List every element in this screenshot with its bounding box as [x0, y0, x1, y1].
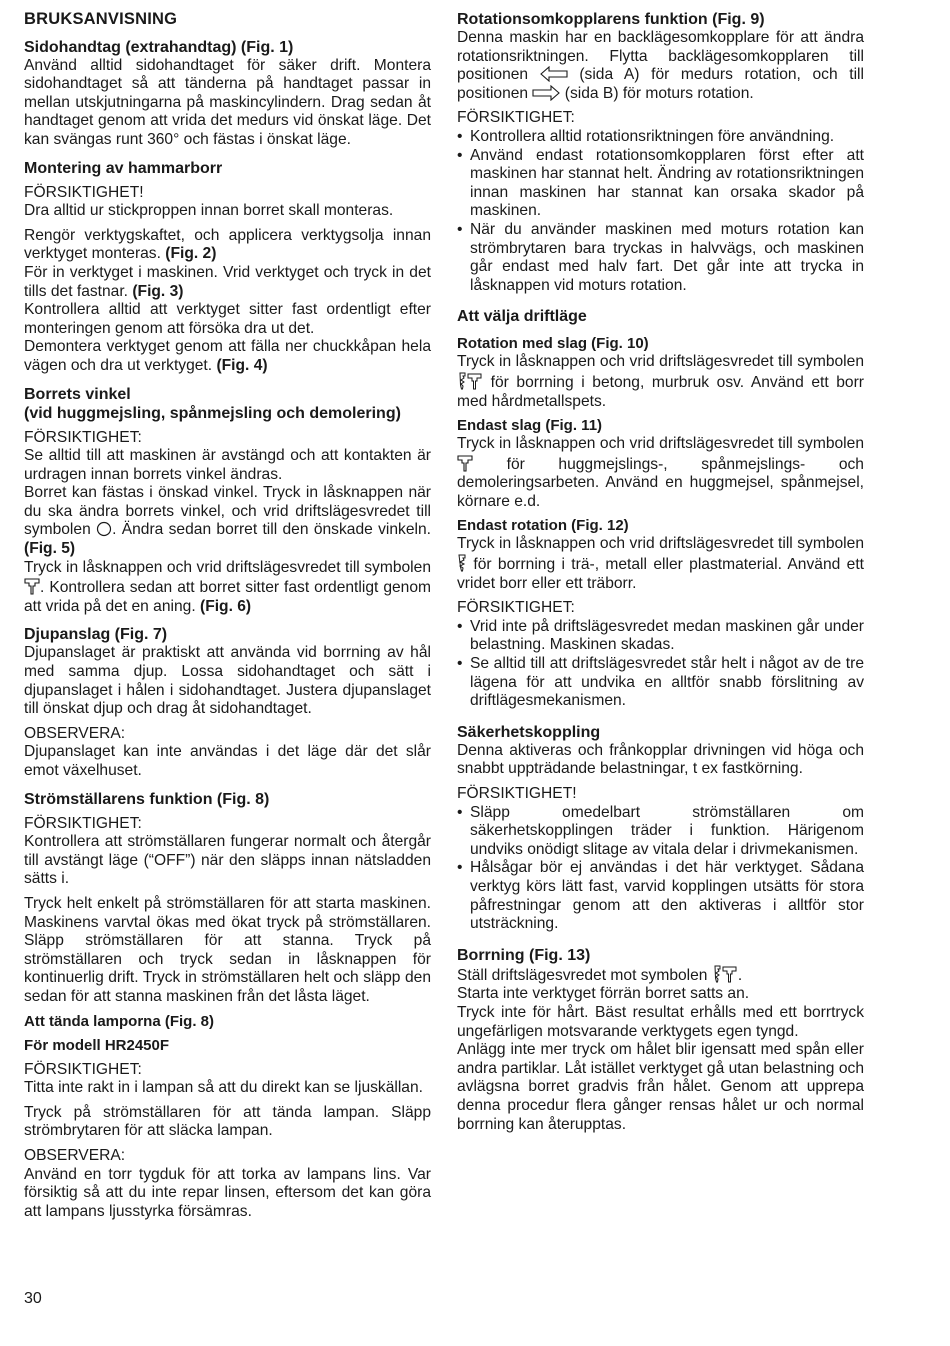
right-column — [457, 10, 864, 1134]
section-heading-torque-limiter: Säkerhetskoppling — [457, 723, 601, 741]
page-number: 30 — [24, 1290, 42, 1307]
caution-label: FÖRSIKTIGHET: — [24, 428, 142, 446]
hammering-only-text: Tryck in låsknappen och vrid driftslägesvredet till symbolen för huggmejslings-, spånmejslings- och demoleringsarbeten. Använd en huggmejsel, spånmejsel, körnare e.d. — [457, 435, 864, 510]
mounting-text-5: Demontera verktyget genom att fälla ner chuckkåpan hela vägen och dra ut verktyget. (Fig. 4) — [24, 338, 431, 374]
bit-angle-text-2: Borret kan fästas i önskad vinkel. Tryck in låsknappen när du ska ändra borrets vinkel, och vrid driftslägesvredet till symbolen . Ändra sedan borret till den önskade vinkeln. (Fig. 5) — [24, 484, 431, 558]
torque-limiter-text: Denna aktiveras och frånkopplar drivningen vid höga och snabbt uppträdande belastningar, t ex fastkörning. — [457, 741, 864, 778]
reversing-caution-list — [457, 128, 864, 295]
note-label: OBSERVERA: — [24, 1146, 126, 1164]
section-heading-lamp: Att tända lamporna (Fig. 8) — [24, 1012, 215, 1030]
drill-hammer-icon — [457, 372, 483, 390]
list-item: • Kontrollera alltid rotationsriktningen före användning. — [457, 128, 864, 147]
switch-text-1: Kontrollera att strömställaren fungerar normalt och återgår till avstängt läge (“OFF”) när den släpps innan nätsladden sätts i. — [24, 833, 431, 888]
section-heading-mounting: Montering av hammarborr — [24, 159, 223, 177]
drill-hammer-icon — [712, 965, 738, 983]
torque-limiter-caution-list — [457, 804, 864, 934]
section-heading-bit-angle-sub: (vid huggmejsling, spånmejsling och demolering) — [24, 404, 401, 422]
lamp-text-2: Tryck på strömställaren för att tända lampan. Släpp strömbrytaren för att släcka lampan. — [24, 1103, 431, 1140]
fig-ref: (Fig. 2) — [165, 245, 217, 263]
switch-text-2: Tryck helt enkelt på strömställaren för att starta maskinen. Maskinens varvtal ökas med ökat tryck på strömställaren. Släpp strömställaren för att stanna. Tryck på strömställaren och tryck sedan in låsknappen för kontinuerlig drift. Tryck in strömställaren helt och släpp den sedan för att stanna maskinen från det låsta läget. — [24, 894, 431, 1005]
fig-ref: (Fig. 4) — [216, 356, 268, 374]
section-heading-drilling: Borrning (Fig. 13) — [457, 946, 591, 964]
mounting-text-4: Kontrollera alltid att verktyget sitter fast ordentligt efter monteringen genom att försöka dra ut det. — [24, 301, 431, 337]
page-title: BRUKSANVISNING — [24, 10, 178, 28]
list-item: • Hålsågar bör ej användas i det här verktyget. Sådana verktyg körs lätt fast, varvid kopplingen utsätts för stora påfrestningar genom att den aktiveras i alltför stor utsträckning. — [457, 859, 864, 933]
section-heading-switch: Strömställarens funktion (Fig. 8) — [24, 790, 270, 808]
caution-label: FÖRSIKTIGHET! — [457, 785, 577, 802]
hammer-only-icon — [24, 577, 40, 595]
caution-label: FÖRSIKTIGHET: — [457, 109, 575, 127]
lamp-text-3: Använd en torr tygduk för att torka av lampans lins. Var försiktig så att du inte repar linsen, eftersom det kan göra att lampans ljusstyrka försämras. — [24, 1165, 431, 1220]
neutral-circle-icon — [96, 521, 112, 537]
section-heading-side-handle: Sidohandtag (extrahandtag) (Fig. 1) — [24, 38, 294, 56]
mounting-text-2: Rengör verktygskaftet, och applicera verktygsolja innan verktyget monteras. (Fig. 2) — [24, 226, 431, 263]
section-heading-reversing: Rotationsomkopplarens funktion (Fig. 9) — [457, 11, 765, 28]
caution-label: FÖRSIKTIGHET: — [457, 599, 575, 617]
section-heading-depth-gauge: Djupanslag (Fig. 7) — [24, 626, 168, 644]
model-subheading: För modell HR2450F — [24, 1036, 170, 1054]
mounting-text-3: För in verktyget i maskinen. Vrid verktyget och tryck in det tills det fastnar. (Fig. 3) — [24, 263, 431, 300]
hammer-only-icon — [457, 454, 473, 472]
note-label: OBSERVERA: — [24, 724, 126, 742]
list-item: • Se alltid till att driftslägesvredet står helt i något av de tre lägena för att undvika en alltför snabb förslitning av driftlägesmekanismen. — [457, 655, 864, 711]
left-column — [24, 10, 431, 1221]
drilling-text-3: Tryck inte för hårt. Bäst resultat erhålls med ett borrtryck ungefärligen motsvarande verktygets egen tyngd. — [457, 1003, 864, 1040]
list-item: • Använd endast rotationsomkopplaren först efter att maskinen har stannat helt. Ändring av rotationsriktningen innan maskinen har stannat kan orsaka skador på maskinen. — [457, 147, 864, 221]
drilling-text-2: Starta inte verktyget förrän borret satts an. — [457, 985, 750, 1003]
action-mode-caution-list — [457, 618, 864, 711]
drill-bit-icon — [457, 554, 467, 572]
fig-ref: (Fig. 6) — [200, 597, 252, 615]
subheading-rotation-hammering: Rotation med slag (Fig. 10) — [457, 335, 649, 353]
caution-label: FÖRSIKTIGHET: — [24, 814, 142, 832]
drilling-text-1: Ställ driftslägesvredet mot symbolen . — [457, 966, 743, 984]
rotation-hammering-text: Tryck in låsknappen och vrid driftslägesvredet till symbolen för borrning i betong, murbruk osv. Använd ett borr med hårdmetallspets. — [457, 353, 864, 410]
reversing-text: Denna maskin har en backlägesomkopplare för att ändra rotationsriktningen. Flytta backlägesomkopplaren till positionen (sida A) för medurs rotation, och till positionen (sida B) för moturs rotation. — [457, 29, 864, 102]
list-item: • Vrid inte på driftslägesvredet medan maskinen går under belastning. Maskinen skadas. — [457, 618, 864, 655]
depth-gauge-text-1: Djupanslaget är praktiskt att använda vid borrning av hål med samma djup. Lossa sidohandtaget och sätt i djupanslaget i hålen i sidohandtaget. Justera djupanslaget till önskat djup och drag åt sidohandtaget. — [24, 644, 431, 718]
section-heading-action-mode: Att välja driftläge — [457, 308, 587, 326]
caution-label: FÖRSIKTIGHET: — [24, 1060, 142, 1078]
fig-ref: (Fig. 5) — [24, 540, 76, 558]
arrow-left-icon — [540, 66, 568, 82]
caution-label: FÖRSIKTIGHET! — [24, 183, 144, 201]
fig-ref: (Fig. 3) — [132, 282, 184, 300]
rotation-only-text: Tryck in låsknappen och vrid driftslägesvredet till symbolen för borrning i trä-, metall eller plastmaterial. Använd ett vridet borr eller ett träborr. — [457, 535, 864, 592]
section-heading-bit-angle: Borrets vinkel — [24, 385, 131, 403]
drilling-text-4: Anlägg inte mer tryck om hålet blir igensatt med spån eller andra partiklar. Låt istället verktyget gå utan belastning och avlägsna borret gradvis från hålet. Genom att upprepa denna procedur flera gånger rensas hålet ur och normal borrning kan återupptas. — [457, 1041, 864, 1133]
mounting-text-1: Dra alltid ur stickproppen innan borret skall monteras. — [24, 202, 394, 220]
bit-angle-text-3: Tryck in låsknappen och vrid driftslägesvredet till symbolen . Kontrollera sedan att borret sitter fast ordentligt genom att vrida på det en aning. (Fig. 6) — [24, 558, 431, 615]
arrow-right-icon — [532, 85, 560, 101]
bit-angle-text-1: Se alltid till att maskinen är avstängd och att kontakten är urdragen innan borrets vinkel ändras. — [24, 447, 431, 483]
side-handle-text: Använd alltid sidohandtaget för säker drift. Montera sidohandtaget så att tänderna på handtaget passar in mellan utskjutningarna på maskincylindern. Drag sedan åt handtaget genom att vrida det medurs vid önskat läge. Det kan svängas runt 360° och fästas i önskat läge. — [24, 56, 431, 148]
lamp-text-1: Titta inte rakt in i lampan så att du direkt kan se ljuskällan. — [24, 1079, 423, 1097]
list-item: • Släpp omedelbart strömställaren om säkerhetskopplingen träder i funktion. Härigenom undviks onödigt slitage av vitala delar i drivmekanismen. — [457, 804, 864, 860]
list-item: • När du använder maskinen med moturs rotation kan strömbrytaren bara tryckas in halvvägs, och maskinen går endast med halv fart. Det går inte att trycka in låsknappen vid moturs rotation. — [457, 221, 864, 295]
depth-gauge-text-2: Djupanslaget kan inte användas i det läge där det slår emot växelhuset. — [24, 743, 431, 779]
subheading-rotation-only: Endast rotation (Fig. 12) — [457, 517, 629, 535]
subheading-hammering-only: Endast slag (Fig. 11) — [457, 417, 603, 435]
